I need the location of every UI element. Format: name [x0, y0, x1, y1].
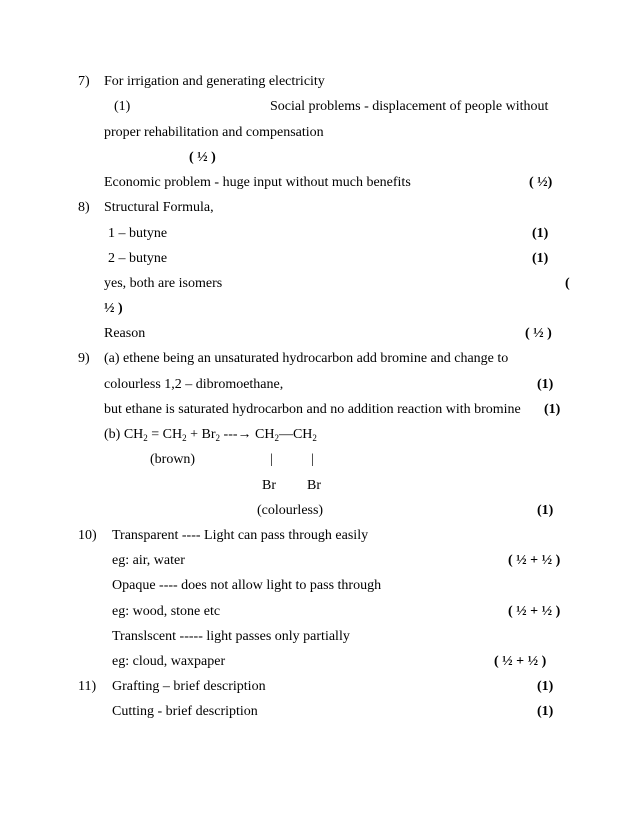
q10-mark: ( ½ + ½ ) — [508, 604, 561, 619]
q9-a-line: (a) ethene being an unsaturated hydrocarbon add bromine and change to — [104, 351, 509, 366]
q9-br-atom: Br — [307, 478, 321, 493]
q10-mark: ( ½ + ½ ) — [508, 553, 561, 568]
q9-a-line: but ethane is saturated hydrocarbon and no addition reaction with bromine — [104, 402, 521, 417]
q7-mark: (1) — [114, 99, 131, 114]
q7-social-problems: Social problems - displacement of people without — [270, 99, 549, 114]
q10-mark: ( ½ + ½ ) — [494, 654, 547, 669]
q8-mark: ( ½ ) — [525, 326, 552, 341]
q11-number: 11) — [78, 679, 97, 694]
q8-mark: (1) — [532, 251, 549, 266]
q9-bond-bar: | — [270, 452, 273, 467]
q8-mark-close: ½ ) — [104, 301, 123, 316]
q7-line: For irrigation and generating electricity — [104, 74, 325, 89]
q7-mark: ( ½ ) — [189, 150, 216, 165]
q10-translucent: Translscent ----- light passes only partially — [112, 629, 350, 644]
q9-mark: (1) — [537, 503, 554, 518]
q7-economic-problem: Economic problem - huge input without much benefits — [104, 175, 411, 190]
q11-mark: (1) — [537, 679, 554, 694]
q9-a-line: colourless 1,2 – dibromoethane, — [104, 377, 284, 392]
q9-br-atom: Br — [262, 478, 276, 493]
q11-cutting: Cutting - brief description — [112, 704, 258, 719]
q10-example: eg: wood, stone etc — [112, 604, 221, 619]
q8-isomers: yes, both are isomers — [104, 276, 223, 291]
q8-mark: (1) — [532, 226, 549, 241]
q10-example: eg: cloud, waxpaper — [112, 654, 226, 669]
q10-example: eg: air, water — [112, 553, 185, 568]
q8-mark-open: ( — [565, 276, 570, 291]
q9-colourless-label: (colourless) — [257, 503, 324, 518]
q8-line: Structural Formula, — [104, 200, 214, 215]
q11-grafting: Grafting – brief description — [112, 679, 266, 694]
q9-b-equation: (b) $CH_2 = CH_2 + Br_2$ ---→ $CH_2—CH_2$ — [104, 427, 317, 443]
q9-brown-label: (brown) — [150, 452, 196, 467]
q10-number: 10) — [78, 528, 97, 543]
q8-butyne-2: 2 – butyne — [108, 251, 168, 266]
q8-number: 8) — [78, 200, 90, 215]
q10-transparent: Transparent ---- Light can pass through easily — [112, 528, 369, 543]
q9-mark: (1) — [537, 377, 554, 392]
q9-bond-bar: | — [311, 452, 314, 467]
q9-number: 9) — [78, 351, 90, 366]
q7-social-problems-cont: proper rehabilitation and compensation — [104, 125, 324, 140]
q11-mark: (1) — [537, 704, 554, 719]
q9-mark: (1) — [544, 402, 561, 417]
q10-opaque: Opaque ---- does not allow light to pass through — [112, 578, 382, 593]
q7-number: 7) — [78, 74, 90, 89]
q8-reason: Reason — [104, 326, 146, 341]
q8-butyne-1: 1 – butyne — [108, 226, 168, 241]
q7-mark: ( ½) — [529, 175, 553, 190]
